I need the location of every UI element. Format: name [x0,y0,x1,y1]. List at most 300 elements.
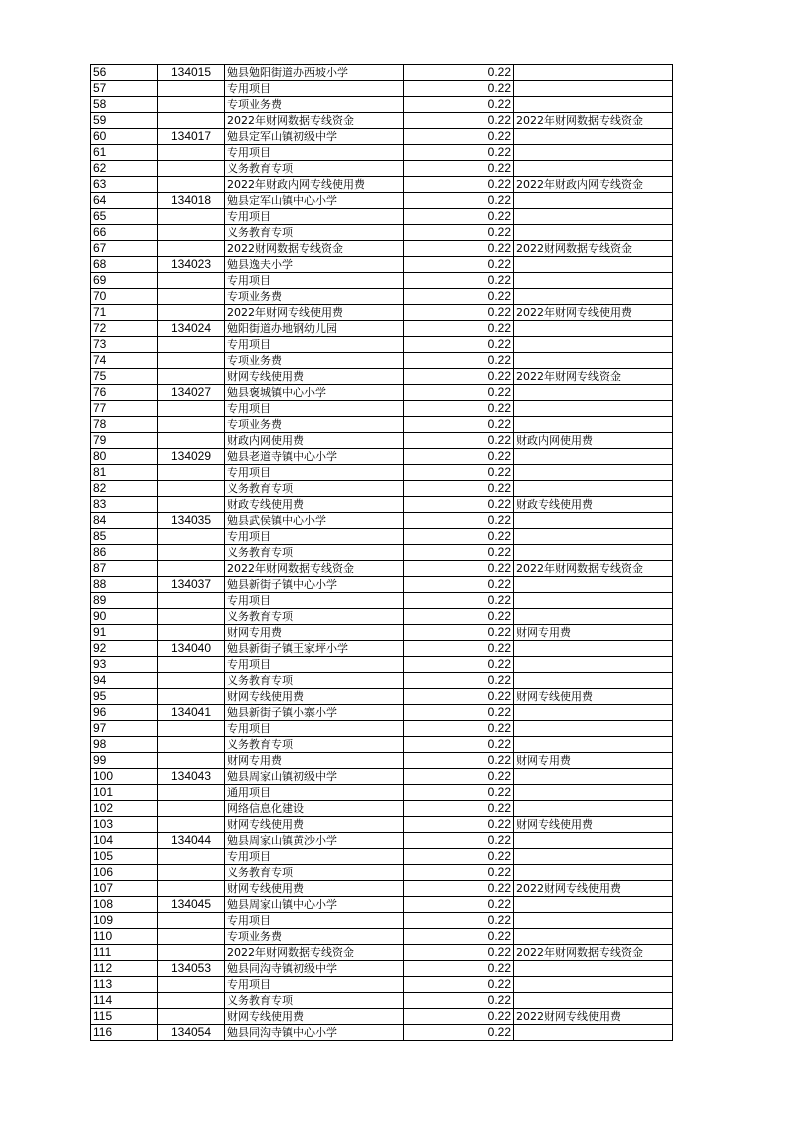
amount-value: 0.22 [404,273,514,289]
amount-value: 0.22 [404,833,514,849]
row-index: 79 [91,433,158,449]
table-row [91,817,673,833]
unit-code [158,545,225,561]
unit-code [158,305,225,321]
item-name: 专项业务费 [225,353,404,369]
row-index: 116 [91,1025,158,1041]
row-index: 78 [91,417,158,433]
row-index: 106 [91,865,158,881]
remark-text [514,577,673,593]
unit-code: 134029 [158,449,225,465]
remark-text: 财政内网使用费 [514,433,673,449]
remark-text [514,721,673,737]
row-index: 57 [91,81,158,97]
remark-text [514,529,673,545]
amount-value: 0.22 [404,209,514,225]
amount-value: 0.22 [404,1009,514,1025]
unit-code [158,929,225,945]
amount-value: 0.22 [404,129,514,145]
item-name: 勉县周家山镇初级中学 [225,769,404,785]
unit-code [158,689,225,705]
row-index: 91 [91,625,158,641]
row-index: 82 [91,481,158,497]
table-row [91,1025,673,1041]
amount-value: 0.22 [404,177,514,193]
row-index: 98 [91,737,158,753]
amount-value: 0.22 [404,225,514,241]
unit-code [158,145,225,161]
amount-value: 0.22 [404,881,514,897]
remark-text [514,513,673,529]
item-name: 财网专线使用费 [225,817,404,833]
table-row [91,81,673,97]
row-index: 115 [91,1009,158,1025]
row-index: 93 [91,657,158,673]
remark-text [514,673,673,689]
amount-value: 0.22 [404,993,514,1009]
remark-text: 财网专用费 [514,625,673,641]
unit-code: 134015 [158,65,225,81]
table-row [91,209,673,225]
remark-text [514,145,673,161]
item-name: 专用项目 [225,81,404,97]
row-index: 89 [91,593,158,609]
remark-text: 2022年财网数据专线资金 [514,113,673,129]
table-row [91,881,673,897]
table-row [91,161,673,177]
item-name: 勉县周家山镇中心小学 [225,897,404,913]
remark-text [514,929,673,945]
remark-text [514,465,673,481]
unit-code [158,801,225,817]
unit-code: 134041 [158,705,225,721]
remark-text [514,209,673,225]
table-row [91,737,673,753]
item-name: 专用项目 [225,849,404,865]
unit-code: 134043 [158,769,225,785]
remark-text [514,785,673,801]
remark-text [514,81,673,97]
item-name: 勉县新街子镇小寨小学 [225,705,404,721]
amount-value: 0.22 [404,593,514,609]
unit-code: 134027 [158,385,225,401]
remark-text: 2022财网数据专线资金 [514,241,673,257]
item-name: 财网专线使用费 [225,1009,404,1025]
row-index: 95 [91,689,158,705]
unit-code [158,481,225,497]
item-name: 勉县褒城镇中心小学 [225,385,404,401]
remark-text: 2022年财网数据专线资金 [514,945,673,961]
table-row [91,353,673,369]
row-index: 70 [91,289,158,305]
item-name: 财网专用费 [225,625,404,641]
unit-code: 134018 [158,193,225,209]
unit-code [158,673,225,689]
table-row [91,913,673,929]
row-index: 85 [91,529,158,545]
amount-value: 0.22 [404,625,514,641]
row-index: 61 [91,145,158,161]
table-row [91,465,673,481]
table-row [91,529,673,545]
row-index: 90 [91,609,158,625]
item-name: 勉县定军山镇初级中学 [225,129,404,145]
unit-code [158,913,225,929]
item-name: 财政内网使用费 [225,433,404,449]
item-name: 勉县老道寺镇中心小学 [225,449,404,465]
amount-value: 0.22 [404,737,514,753]
table-row [91,225,673,241]
unit-code [158,289,225,305]
row-index: 110 [91,929,158,945]
unit-code [158,209,225,225]
amount-value: 0.22 [404,561,514,577]
item-name: 勉县同沟寺镇初级中学 [225,961,404,977]
item-name: 专用项目 [225,913,404,929]
remark-text [514,545,673,561]
remark-text [514,225,673,241]
item-name: 专项业务费 [225,97,404,113]
row-index: 99 [91,753,158,769]
remark-text [514,161,673,177]
row-index: 68 [91,257,158,273]
row-index: 92 [91,641,158,657]
item-name: 专用项目 [225,977,404,993]
amount-value: 0.22 [404,161,514,177]
unit-code [158,737,225,753]
item-name: 专用项目 [225,593,404,609]
item-name: 专用项目 [225,529,404,545]
unit-code [158,993,225,1009]
unit-code [158,753,225,769]
unit-code [158,561,225,577]
item-name: 义务教育专项 [225,609,404,625]
item-name: 义务教育专项 [225,225,404,241]
remark-text [514,401,673,417]
amount-value: 0.22 [404,945,514,961]
item-name: 勉阳街道办地钢幼儿园 [225,321,404,337]
table-row [91,545,673,561]
item-name: 专用项目 [225,401,404,417]
item-name: 勉县勉阳街道办西坡小学 [225,65,404,81]
amount-value: 0.22 [404,705,514,721]
remark-text [514,273,673,289]
remark-text [514,1025,673,1041]
unit-code: 134054 [158,1025,225,1041]
unit-code: 134045 [158,897,225,913]
item-name: 专用项目 [225,657,404,673]
remark-text: 2022年财政内网专线资金 [514,177,673,193]
amount-value: 0.22 [404,417,514,433]
unit-code [158,465,225,481]
remark-text: 财网专用费 [514,753,673,769]
table-body [91,65,673,1041]
item-name: 专项业务费 [225,417,404,433]
item-name: 财网专线使用费 [225,369,404,385]
unit-code [158,353,225,369]
row-index: 113 [91,977,158,993]
row-index: 60 [91,129,158,145]
amount-value: 0.22 [404,753,514,769]
table-row [91,337,673,353]
table-row [91,273,673,289]
remark-text: 2022年财网专线使用费 [514,305,673,321]
remark-text: 2022年财网数据专线资金 [514,561,673,577]
table-row [91,689,673,705]
item-name: 专用项目 [225,465,404,481]
unit-code [158,337,225,353]
row-index: 83 [91,497,158,513]
row-index: 88 [91,577,158,593]
item-name: 勉县新街子镇王家坪小学 [225,641,404,657]
item-name: 专用项目 [225,209,404,225]
table-row [91,481,673,497]
table-row [91,385,673,401]
table-row [91,417,673,433]
row-index: 81 [91,465,158,481]
table-row [91,497,673,513]
row-index: 109 [91,913,158,929]
unit-code [158,273,225,289]
remark-text [514,97,673,113]
amount-value: 0.22 [404,513,514,529]
table-row [91,961,673,977]
remark-text [514,657,673,673]
amount-value: 0.22 [404,769,514,785]
table-row [91,241,673,257]
row-index: 65 [91,209,158,225]
remark-text [514,801,673,817]
item-name: 勉县逸夫小学 [225,257,404,273]
unit-code [158,881,225,897]
remark-text [514,913,673,929]
table-row [91,257,673,273]
amount-value: 0.22 [404,97,514,113]
table-row [91,513,673,529]
unit-code: 134037 [158,577,225,593]
unit-code [158,417,225,433]
remark-text [514,481,673,497]
table-row [91,977,673,993]
amount-value: 0.22 [404,369,514,385]
remark-text: 财网专线使用费 [514,817,673,833]
row-index: 59 [91,113,158,129]
table-row [91,577,673,593]
unit-code [158,225,225,241]
amount-value: 0.22 [404,785,514,801]
item-name: 勉县新街子镇中心小学 [225,577,404,593]
row-index: 104 [91,833,158,849]
item-name: 2022财网数据专线资金 [225,241,404,257]
remark-text [514,961,673,977]
amount-value: 0.22 [404,241,514,257]
remark-text [514,193,673,209]
row-index: 71 [91,305,158,321]
table-row [91,849,673,865]
table-row [91,673,673,689]
row-index: 80 [91,449,158,465]
remark-text [514,289,673,305]
amount-value: 0.22 [404,721,514,737]
amount-value: 0.22 [404,81,514,97]
row-index: 114 [91,993,158,1009]
unit-code: 134017 [158,129,225,145]
item-name: 2022年财网数据专线资金 [225,113,404,129]
amount-value: 0.22 [404,913,514,929]
unit-code [158,817,225,833]
remark-text: 2022年财网专线资金 [514,369,673,385]
table-row [91,657,673,673]
table-row [91,897,673,913]
item-name: 义务教育专项 [225,865,404,881]
remark-text: 2022财网专线使用费 [514,881,673,897]
item-name: 网络信息化建设 [225,801,404,817]
row-index: 73 [91,337,158,353]
amount-value: 0.22 [404,385,514,401]
unit-code [158,97,225,113]
unit-code: 134040 [158,641,225,657]
item-name: 财网专线使用费 [225,689,404,705]
amount-value: 0.22 [404,673,514,689]
item-name: 2022年财网数据专线资金 [225,561,404,577]
item-name: 勉县定军山镇中心小学 [225,193,404,209]
table-row [91,753,673,769]
row-index: 111 [91,945,158,961]
table-row [91,177,673,193]
amount-value: 0.22 [404,977,514,993]
remark-text [514,993,673,1009]
row-index: 76 [91,385,158,401]
amount-value: 0.22 [404,401,514,417]
amount-value: 0.22 [404,481,514,497]
table-row [91,609,673,625]
amount-value: 0.22 [404,961,514,977]
amount-value: 0.22 [404,689,514,705]
unit-code: 134053 [158,961,225,977]
amount-value: 0.22 [404,337,514,353]
item-name: 2022年财网数据专线资金 [225,945,404,961]
row-index: 56 [91,65,158,81]
unit-code [158,177,225,193]
item-name: 勉县同沟寺镇中心小学 [225,1025,404,1041]
table-row [91,97,673,113]
table-row [91,929,673,945]
amount-value: 0.22 [404,321,514,337]
table-row [91,289,673,305]
table-row [91,993,673,1009]
remark-text [514,417,673,433]
remark-text [514,449,673,465]
row-index: 84 [91,513,158,529]
unit-code [158,849,225,865]
unit-code [158,609,225,625]
item-name: 财政专线使用费 [225,497,404,513]
amount-value: 0.22 [404,577,514,593]
remark-text [514,641,673,657]
unit-code [158,497,225,513]
table-row [91,705,673,721]
row-index: 105 [91,849,158,865]
row-index: 112 [91,961,158,977]
item-name: 义务教育专项 [225,673,404,689]
row-index: 102 [91,801,158,817]
amount-value: 0.22 [404,353,514,369]
remark-text [514,257,673,273]
row-index: 100 [91,769,158,785]
table-row [91,945,673,961]
table-row [91,1009,673,1025]
remark-text [514,769,673,785]
item-name: 通用项目 [225,785,404,801]
unit-code [158,977,225,993]
row-index: 107 [91,881,158,897]
item-name: 勉县武侯镇中心小学 [225,513,404,529]
unit-code [158,241,225,257]
table-row [91,641,673,657]
unit-code [158,593,225,609]
table-row [91,801,673,817]
unit-code [158,865,225,881]
row-index: 63 [91,177,158,193]
unit-code [158,529,225,545]
table-row [91,833,673,849]
table-row [91,561,673,577]
row-index: 72 [91,321,158,337]
remark-text: 2022财网专线使用费 [514,1009,673,1025]
amount-value: 0.22 [404,817,514,833]
item-name: 财网专用费 [225,753,404,769]
item-name: 2022年财政内网专线使用费 [225,177,404,193]
remark-text [514,977,673,993]
unit-code: 134023 [158,257,225,273]
row-index: 58 [91,97,158,113]
remark-text [514,833,673,849]
unit-code [158,369,225,385]
remark-text [514,705,673,721]
amount-value: 0.22 [404,497,514,513]
unit-code [158,721,225,737]
remark-text [514,593,673,609]
table-row [91,625,673,641]
item-name: 专用项目 [225,337,404,353]
row-index: 62 [91,161,158,177]
amount-value: 0.22 [404,865,514,881]
row-index: 74 [91,353,158,369]
item-name: 义务教育专项 [225,161,404,177]
amount-value: 0.22 [404,609,514,625]
row-index: 94 [91,673,158,689]
item-name: 专用项目 [225,145,404,161]
remark-text: 财网专线使用费 [514,689,673,705]
item-name: 专用项目 [225,721,404,737]
table-row [91,721,673,737]
row-index: 69 [91,273,158,289]
amount-value: 0.22 [404,465,514,481]
amount-value: 0.22 [404,193,514,209]
unit-code [158,625,225,641]
unit-code [158,433,225,449]
amount-value: 0.22 [404,1025,514,1041]
remark-text [514,737,673,753]
row-index: 77 [91,401,158,417]
table-row [91,449,673,465]
amount-value: 0.22 [404,801,514,817]
unit-code [158,113,225,129]
item-name: 义务教育专项 [225,993,404,1009]
table-row [91,113,673,129]
row-index: 75 [91,369,158,385]
unit-code [158,401,225,417]
